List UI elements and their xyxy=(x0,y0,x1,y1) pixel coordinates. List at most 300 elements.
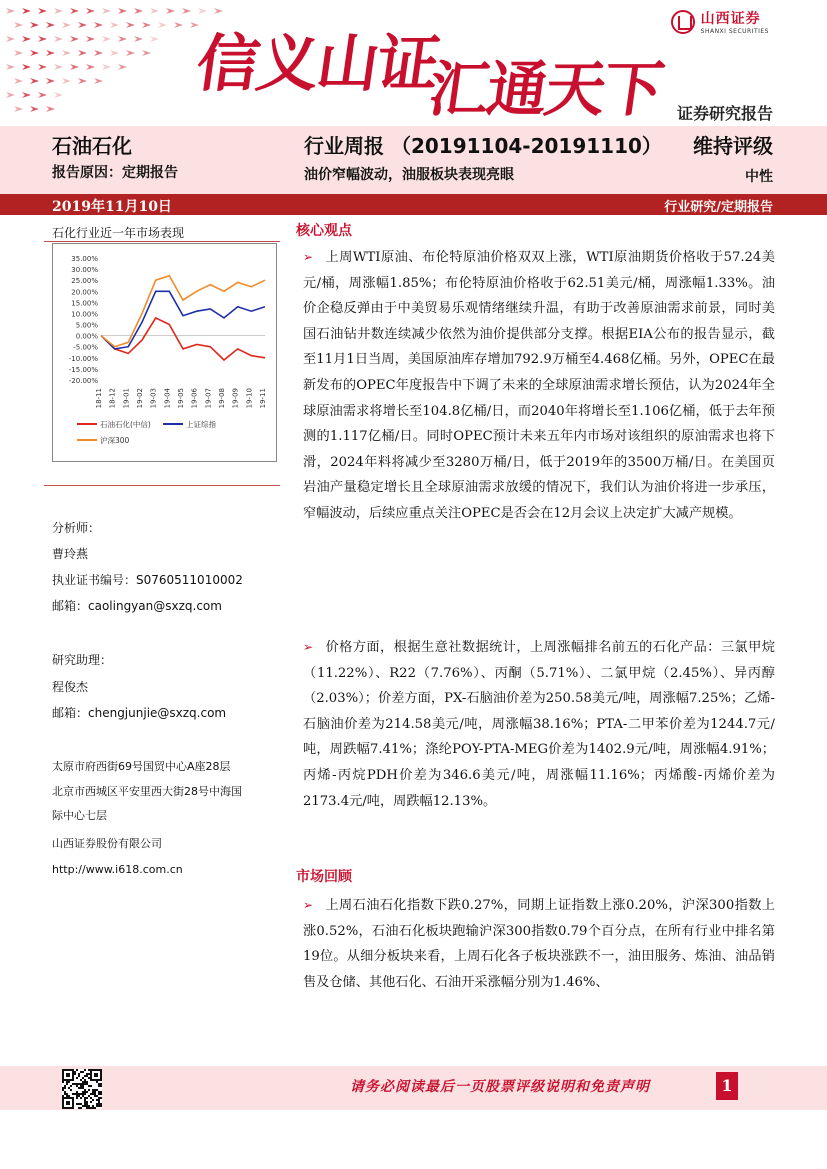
y-tick-label: 0.00% xyxy=(75,332,98,341)
bullet-arrow-icon: ➢ xyxy=(303,640,314,654)
qr-module xyxy=(64,1087,66,1089)
logo-icon xyxy=(671,10,695,34)
report-reason: 报告原因：定期报告 xyxy=(52,165,178,181)
qr-module xyxy=(88,1105,90,1107)
qr-module xyxy=(98,1093,100,1095)
qr-module xyxy=(100,1073,102,1075)
qr-module xyxy=(80,1107,82,1109)
date-bar xyxy=(0,194,827,215)
address-beijing-cont: 际中心七层 xyxy=(52,809,107,822)
arrow-decoration xyxy=(78,50,87,56)
qr-module xyxy=(68,1087,70,1089)
paragraph-oil-price xyxy=(303,245,775,527)
qr-module xyxy=(90,1101,92,1103)
qr-module xyxy=(74,1071,76,1073)
qr-module xyxy=(82,1091,84,1093)
qr-module xyxy=(94,1089,96,1091)
qr-module xyxy=(84,1097,86,1099)
qr-module xyxy=(72,1083,74,1085)
arrow-decoration xyxy=(94,22,103,28)
qr-module xyxy=(62,1107,64,1109)
qr-module xyxy=(94,1091,96,1093)
arrow-decoration xyxy=(126,22,135,28)
qr-module xyxy=(84,1091,86,1093)
qr-module xyxy=(98,1103,100,1105)
qr-module xyxy=(94,1075,96,1077)
report-date: 2019年11月10日 xyxy=(52,199,172,215)
qr-module xyxy=(78,1087,80,1089)
arrow-decoration xyxy=(94,50,103,56)
y-tick-label: 10.00% xyxy=(71,310,98,319)
qr-module xyxy=(84,1099,86,1101)
qr-module xyxy=(96,1095,98,1097)
qr-module xyxy=(84,1079,86,1081)
qr-module xyxy=(66,1097,68,1099)
qr-module xyxy=(82,1083,84,1085)
qr-module xyxy=(92,1091,94,1093)
arrow-decoration xyxy=(150,36,159,42)
qr-module xyxy=(100,1085,102,1087)
qr-module xyxy=(68,1107,70,1109)
qr-module xyxy=(98,1105,100,1107)
arrow-decoration xyxy=(70,8,79,14)
qr-module xyxy=(62,1087,64,1089)
qr-module xyxy=(68,1103,70,1105)
arrow-decoration xyxy=(78,22,87,28)
qr-module xyxy=(86,1103,88,1105)
arrow-decoration xyxy=(182,8,191,14)
qr-module xyxy=(62,1073,64,1075)
qr-module xyxy=(72,1099,74,1101)
qr-module xyxy=(98,1083,100,1085)
arrow-decoration xyxy=(190,22,199,28)
series-line xyxy=(101,276,265,347)
arrow-decoration xyxy=(102,8,111,14)
qr-module xyxy=(86,1081,88,1083)
y-tick-label: -20.00% xyxy=(68,377,98,385)
qr-module xyxy=(64,1069,66,1071)
qr-module xyxy=(94,1073,96,1075)
qr-module xyxy=(76,1103,78,1105)
qr-module xyxy=(100,1069,102,1071)
arrow-decoration xyxy=(14,50,23,56)
paragraph-text: 上周WTI原油、布伦特原油价格双双上涨，WTI原油期货价格收于57.24美元/桶，周涨幅1.85%；布伦特原油价格收于62.51美元/桶，周涨幅1.33%。油价企稳反弹由于中美贸易乐观情绪继续升温，有助于改善原油需求前景，同时美国石油钻井数连续减少依然为油价提供部分支撑。根据EIA公布的报告显示，截至11月1日当周，美国原油库存增加792.9万桶至4.468亿桶。另外，OPEC在最新发布的OPEC年度报告中下调了未来的全球原油需求增长预估，认为2024年全球原油需求将增长至104.8亿桶/日，而2040年将增长至1.106亿桶，低于去年预测的1.117亿桶/日。同时OPEC预计未来五年内市场对该组织的原油需求也将下滑，2024年料将减少至3280万桶/日，低于2019年的3500万桶/日。在美国页岩油产量稳定增长且全球原油需求放缓的情况下，我们认为油价将进一步承压，窄幅波动，后续应重点关注OPEC是否会在12月会议上决定扩大减产规模。 xyxy=(303,250,775,521)
qr-module xyxy=(90,1075,92,1077)
y-tick-label: -5.00% xyxy=(73,343,98,352)
qr-module xyxy=(64,1085,66,1087)
qr-module xyxy=(66,1073,68,1075)
website-link[interactable]: http://www.i618.com.cn xyxy=(52,863,183,876)
qr-module xyxy=(74,1093,76,1095)
qr-module xyxy=(78,1083,80,1085)
qr-module xyxy=(94,1095,96,1097)
qr-module xyxy=(76,1069,78,1071)
qr-module xyxy=(66,1081,68,1083)
legend-label: 上证综指 xyxy=(186,420,216,429)
qr-module xyxy=(62,1077,64,1079)
company-name-cn: 山西证券 xyxy=(700,11,761,27)
qr-module xyxy=(80,1103,82,1105)
x-tick-label: 19-07 xyxy=(204,388,213,409)
analyst-email[interactable]: 邮箱：caolingyan@sxzq.com xyxy=(52,599,222,613)
x-tick-label: 18-12 xyxy=(108,388,117,409)
qr-module xyxy=(72,1079,74,1081)
qr-module xyxy=(62,1079,64,1081)
qr-module xyxy=(78,1075,80,1077)
qr-module xyxy=(62,1105,64,1107)
address-beijing: 北京市西城区平安里西大街28号中海国 xyxy=(52,785,242,798)
qr-module xyxy=(76,1083,78,1085)
divider xyxy=(44,241,280,242)
arrow-decoration xyxy=(54,8,63,14)
header-banner xyxy=(0,0,827,126)
arrow-decoration xyxy=(6,64,15,70)
qr-module xyxy=(86,1091,88,1093)
qr-module xyxy=(90,1107,92,1109)
y-tick-label: -15.00% xyxy=(68,365,98,374)
qr-module xyxy=(92,1099,94,1101)
qr-module xyxy=(94,1069,96,1071)
qr-module xyxy=(74,1083,76,1085)
qr-module xyxy=(96,1081,98,1083)
qr-module xyxy=(68,1069,70,1071)
qr-module xyxy=(64,1093,66,1095)
qr-module xyxy=(100,1091,102,1093)
section-market-review: 市场回顾 xyxy=(296,869,352,885)
qr-module xyxy=(82,1087,84,1089)
bullet-arrow-icon: ➢ xyxy=(303,898,314,912)
qr-module xyxy=(72,1075,74,1077)
qr-module xyxy=(66,1093,68,1095)
arrow-decoration xyxy=(54,92,63,98)
y-tick-label: 35.00% xyxy=(71,255,98,263)
qr-module xyxy=(90,1071,92,1073)
qr-module xyxy=(92,1107,94,1109)
report-header-band xyxy=(0,126,827,194)
qr-module xyxy=(76,1077,78,1079)
qr-module xyxy=(80,1071,82,1073)
arrow-decoration xyxy=(174,22,183,28)
qr-module xyxy=(100,1077,102,1079)
qr-module xyxy=(66,1107,68,1109)
arrow-decoration xyxy=(126,50,135,56)
qr-module xyxy=(82,1077,84,1079)
qr-module xyxy=(76,1097,78,1099)
qr-module xyxy=(70,1079,72,1081)
qr-module xyxy=(84,1105,86,1107)
qr-module xyxy=(68,1097,70,1099)
qr-module xyxy=(64,1107,66,1109)
qr-module xyxy=(98,1091,100,1093)
arrow-decoration xyxy=(134,8,143,14)
qr-module xyxy=(72,1093,74,1095)
qr-module xyxy=(96,1079,98,1081)
arrow-decoration xyxy=(158,22,167,28)
qr-module xyxy=(88,1095,90,1097)
qr-module xyxy=(62,1069,64,1071)
qr-module xyxy=(64,1079,66,1081)
rating-action: 维持评级 xyxy=(693,134,773,158)
qr-module xyxy=(86,1075,88,1077)
qr-module xyxy=(70,1107,72,1109)
qr-module xyxy=(100,1075,102,1077)
report-subtitle: 油价窄幅波动，油服板块表现亮眼 xyxy=(304,167,514,183)
qr-module xyxy=(96,1105,98,1107)
analyst-label: 分析师： xyxy=(52,521,101,535)
qr-module xyxy=(72,1107,74,1109)
arrow-decoration xyxy=(22,8,31,14)
paragraph-market xyxy=(303,893,775,995)
y-tick-label: 25.00% xyxy=(71,277,98,286)
qr-module xyxy=(92,1089,94,1091)
qr-module xyxy=(86,1107,88,1109)
x-tick-label: 19-11 xyxy=(259,388,267,409)
qr-module xyxy=(80,1079,82,1081)
arrow-decoration xyxy=(118,36,127,42)
arrow-decoration xyxy=(46,50,55,56)
arrow-decoration xyxy=(62,50,71,56)
qr-module xyxy=(80,1087,82,1089)
arrow-decoration xyxy=(102,36,111,42)
qr-module xyxy=(76,1091,78,1093)
company-name-en: SHANXI SECURITIES xyxy=(700,28,769,35)
arrow-decoration xyxy=(118,8,127,14)
qr-module xyxy=(90,1073,92,1075)
qr-module xyxy=(66,1095,68,1097)
qr-module xyxy=(84,1101,86,1103)
qr-module xyxy=(82,1071,84,1073)
bullet-arrow-icon: ➢ xyxy=(303,250,314,264)
arrow-decoration xyxy=(30,22,39,28)
y-tick-label: 5.00% xyxy=(75,321,98,330)
arrow-decoration xyxy=(14,22,23,28)
address-taiyuan: 太原市府西街69号国贸中心A座28层 xyxy=(52,760,231,773)
x-tick-label: 19-05 xyxy=(177,388,185,409)
rating-value: 中性 xyxy=(745,169,773,185)
qr-module xyxy=(90,1093,92,1095)
qr-module xyxy=(66,1075,68,1077)
legend-label: 石油石化(中信) xyxy=(100,420,151,429)
qr-module xyxy=(98,1085,100,1087)
arrow-decoration xyxy=(94,78,103,84)
qr-module xyxy=(72,1103,74,1105)
qr-module xyxy=(88,1089,90,1091)
qr-code-icon xyxy=(62,1069,102,1109)
qr-module xyxy=(64,1091,66,1093)
x-tick-label: 19-01 xyxy=(122,388,131,409)
divider xyxy=(44,485,280,486)
arrow-decoration xyxy=(54,36,63,42)
arrow-decoration xyxy=(38,36,47,42)
qr-module xyxy=(62,1103,64,1105)
qr-module xyxy=(82,1105,84,1107)
qr-module xyxy=(78,1103,80,1105)
arrow-decoration xyxy=(62,22,71,28)
qr-module xyxy=(96,1075,98,1077)
qr-module xyxy=(96,1073,98,1075)
section-core-view: 核心观点 xyxy=(296,223,352,239)
qr-module xyxy=(92,1079,94,1081)
qr-module xyxy=(62,1097,64,1099)
sector-title: 石油石化 xyxy=(52,134,132,158)
qr-module xyxy=(94,1093,96,1095)
arrow-decoration xyxy=(78,78,87,84)
report-category: 行业研究/定期报告 xyxy=(664,200,773,215)
qr-module xyxy=(76,1095,78,1097)
arrow-decoration xyxy=(110,50,119,56)
qr-module xyxy=(62,1101,64,1103)
qr-module xyxy=(80,1085,82,1087)
assistant-label: 研究助理： xyxy=(52,653,113,667)
arrow-decoration xyxy=(22,64,31,70)
qr-module xyxy=(82,1095,84,1097)
paragraph-text: 上周石油石化指数下跌0.27%，同期上证指数上涨0.20%，沪深300指数上涨0.52%，石油石化板块跑输沪深300指数0.79个百分点，在所有行业中排名第19位。从细分板块来看，上周石化各子板块涨跌不一，油田服务、炼油、油品销售及仓储、其他石化、石油开采涨幅分别为1.46%、 xyxy=(303,898,775,990)
qr-module xyxy=(94,1107,96,1109)
arrow-decoration xyxy=(22,36,31,42)
qr-module xyxy=(68,1081,70,1083)
arrow-decoration xyxy=(22,92,31,98)
paragraph-text: 价格方面，根据生意社数据统计，上周涨幅排名前五的石化产品：三氯甲烷（11.22%）、R22（7.76%）、丙酮（5.71%）、二氯甲烷（2.45%）、异丙醇（2.03%）；价差方面，PX-石脑油价差为250.58美元/吨，周涨幅7.25%；乙烯-石脑油价差为214.58美元/吨，周涨幅38.16%；PTA-二甲苯价差为1244.7元/吨，周跌幅7.41%；涤纶POY-PTA-MEG价差为1402.9元/吨，周涨幅4.91%；丙烯-丙烷PDH价差为346.6美元/吨，周涨幅11.16%；丙烯酸-丙烯价差为2173.4元/吨，周跌幅12.13%。 xyxy=(303,640,775,809)
x-tick-label: 19-10 xyxy=(245,388,254,409)
arrow-decoration xyxy=(30,50,39,56)
qr-module xyxy=(72,1101,74,1103)
qr-module xyxy=(68,1095,70,1097)
qr-module xyxy=(86,1105,88,1107)
arrow-decoration xyxy=(118,64,127,70)
qr-module xyxy=(88,1107,90,1109)
arrow-decoration xyxy=(46,78,55,84)
arrow-decoration xyxy=(38,8,47,14)
arrow-decoration xyxy=(38,92,47,98)
qr-module xyxy=(68,1079,70,1081)
y-tick-label: 30.00% xyxy=(71,266,98,275)
arrow-decoration xyxy=(6,8,15,14)
qr-module xyxy=(84,1075,86,1077)
qr-module xyxy=(84,1089,86,1091)
qr-module xyxy=(62,1081,64,1083)
assistant-name: 程俊杰 xyxy=(52,680,89,694)
disclaimer: 请务必阅读最后一页股票评级说明和免责声明 xyxy=(350,1079,650,1095)
qr-module xyxy=(78,1093,80,1095)
qr-module xyxy=(100,1105,102,1107)
qr-module xyxy=(86,1097,88,1099)
qr-module xyxy=(64,1097,66,1099)
company-name: 山西证券股份有限公司 xyxy=(52,837,162,850)
qr-module xyxy=(70,1085,72,1087)
qr-module xyxy=(90,1069,92,1071)
arrow-decoration xyxy=(46,106,55,112)
qr-module xyxy=(100,1071,102,1073)
chart-caption: 石化行业近一年市场表现 xyxy=(52,226,185,240)
slogan-left: 信义山证 xyxy=(192,27,443,100)
qr-module xyxy=(72,1073,74,1075)
arrow-decoration xyxy=(70,36,79,42)
qr-module xyxy=(90,1077,92,1079)
arrow-decoration xyxy=(62,78,71,84)
qr-module xyxy=(72,1097,74,1099)
company-logo xyxy=(671,8,769,35)
x-tick-label: 19-06 xyxy=(190,388,199,409)
qr-module xyxy=(92,1069,94,1071)
arrow-decoration xyxy=(38,64,47,70)
y-tick-label: 20.00% xyxy=(71,288,98,297)
qr-module xyxy=(100,1083,102,1085)
arrow-decoration xyxy=(134,36,143,42)
qr-module xyxy=(72,1105,74,1107)
qr-module xyxy=(84,1081,86,1083)
slogan-right: 汇通天下 xyxy=(424,55,667,125)
arrow-decoration xyxy=(30,106,39,112)
market-performance-chart xyxy=(52,243,277,462)
qr-module xyxy=(100,1097,102,1099)
qr-module xyxy=(92,1105,94,1107)
qr-module xyxy=(90,1079,92,1081)
qr-module xyxy=(100,1093,102,1095)
qr-module xyxy=(84,1093,86,1095)
qr-module xyxy=(80,1093,82,1095)
qr-module xyxy=(76,1093,78,1095)
qr-module xyxy=(84,1069,86,1071)
x-tick-label: 19-04 xyxy=(163,388,172,409)
qr-module xyxy=(98,1097,100,1099)
arrow-decoration xyxy=(102,64,111,70)
qr-module xyxy=(72,1071,74,1073)
arrow-decoration xyxy=(166,8,175,14)
qr-module xyxy=(74,1073,76,1075)
qr-module xyxy=(66,1103,68,1105)
arrow-decoration xyxy=(86,8,95,14)
qr-module xyxy=(96,1099,98,1101)
arrow-decoration xyxy=(14,78,23,84)
qr-module xyxy=(82,1081,84,1083)
chart-svg xyxy=(53,244,276,461)
qr-module xyxy=(90,1085,92,1087)
arrow-decoration xyxy=(150,8,159,14)
qr-module xyxy=(100,1079,102,1081)
page-number: 1 xyxy=(716,1072,738,1100)
x-tick-label: 19-03 xyxy=(149,388,158,409)
arrow-decoration xyxy=(30,78,39,84)
arrow-decoration xyxy=(54,64,63,70)
arrow-decoration xyxy=(6,92,15,98)
qr-module xyxy=(72,1069,74,1071)
qr-module xyxy=(82,1093,84,1095)
qr-module xyxy=(78,1107,80,1109)
qr-module xyxy=(86,1083,88,1085)
arrow-decoration xyxy=(86,36,95,42)
series-line xyxy=(101,318,265,360)
qr-module xyxy=(68,1101,70,1103)
qr-module xyxy=(76,1085,78,1087)
x-tick-label: 18-11 xyxy=(95,388,103,409)
qr-module xyxy=(88,1085,90,1087)
assistant-email[interactable]: 邮箱：chengjunjie@sxzq.com xyxy=(52,706,227,720)
arrow-decoration xyxy=(70,64,79,70)
qr-module xyxy=(98,1099,100,1101)
qr-module xyxy=(96,1069,98,1071)
arrow-decoration xyxy=(6,36,15,42)
qr-module xyxy=(70,1089,72,1091)
qr-module xyxy=(98,1101,100,1103)
qr-module xyxy=(84,1083,86,1085)
qr-module xyxy=(86,1101,88,1103)
qr-module xyxy=(88,1073,90,1075)
qr-module xyxy=(62,1095,64,1097)
qr-module xyxy=(92,1093,94,1095)
legend-label: 沪深300 xyxy=(100,436,130,445)
qr-module xyxy=(80,1097,82,1099)
report-title: 行业周报 （20191104-20191110） xyxy=(304,134,662,158)
